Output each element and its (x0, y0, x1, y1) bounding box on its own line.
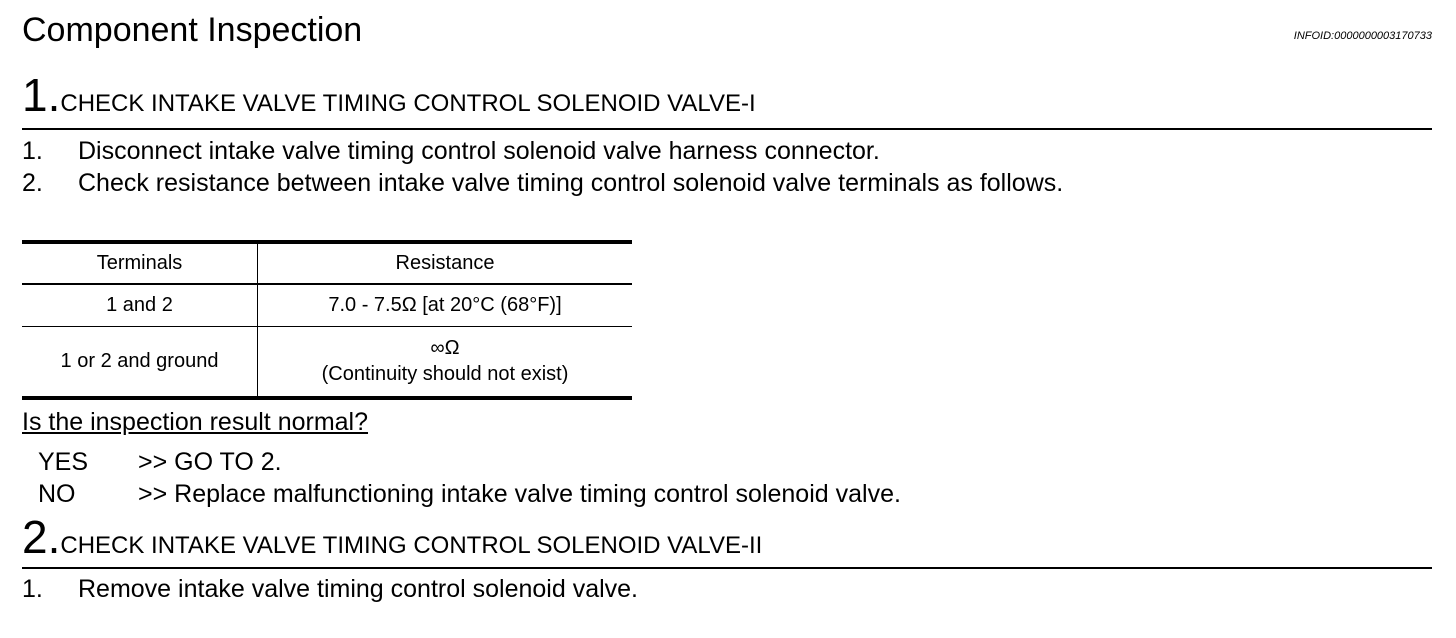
resistance-value: ∞Ω (430, 337, 460, 360)
step-1-number: 1. (22, 69, 61, 121)
resistance-table (22, 240, 632, 400)
table-row (22, 326, 632, 398)
step-2-divider (22, 567, 1432, 569)
cell-resistance (258, 326, 633, 398)
instruction-text: Disconnect intake valve timing control solenoid valve harness connector. (78, 137, 880, 165)
resistance-note: (Continuity should not exist) (321, 363, 569, 386)
step-1-divider (22, 128, 1432, 130)
answer-key: YES (38, 448, 89, 476)
step-1-heading (22, 70, 756, 129)
instruction-number: 1. (22, 137, 43, 165)
answer-key: NO (38, 480, 76, 508)
step-2-number: 2. (22, 511, 61, 563)
cell-terminals: 1 or 2 and ground (22, 326, 258, 398)
answer-text: >> Replace malfunctioning intake valve timing control solenoid valve. (138, 480, 901, 508)
step-2-heading (22, 512, 762, 571)
cell-resistance: 7.0 - 7.5Ω [at 20°C (68°F)] (328, 293, 562, 316)
answer-text: >> GO TO 2. (138, 448, 282, 476)
step-2-title: CHECK INTAKE VALVE TIMING CONTROL SOLENOID VALVE-II (60, 532, 763, 559)
table-row (22, 284, 632, 326)
header-resistance: Resistance (395, 252, 495, 274)
page-title: Component Inspection (22, 11, 363, 49)
instruction-text: Check resistance between intake valve timing control solenoid valve terminals as follows. (78, 169, 1064, 197)
cell-terminals: 1 and 2 (22, 284, 258, 326)
table-header-row (22, 242, 632, 284)
info-id: INFOID:0000000003170733 (1293, 30, 1432, 42)
step-1-instruction-2 (22, 167, 1063, 199)
step-1-title: CHECK INTAKE VALVE TIMING CONTROL SOLENOID VALVE-I (60, 90, 756, 117)
instruction-number: 2. (22, 169, 43, 197)
instruction-text: Remove intake valve timing control solenoid valve. (78, 575, 638, 603)
answer-no (38, 478, 901, 510)
inspection-question: Is the inspection result normal? (22, 408, 369, 436)
step-1-instruction-1 (22, 135, 880, 167)
answer-yes (38, 446, 282, 478)
instruction-number: 1. (22, 575, 43, 603)
step-2-instruction-1 (22, 573, 638, 605)
header-terminals: Terminals (22, 242, 258, 284)
